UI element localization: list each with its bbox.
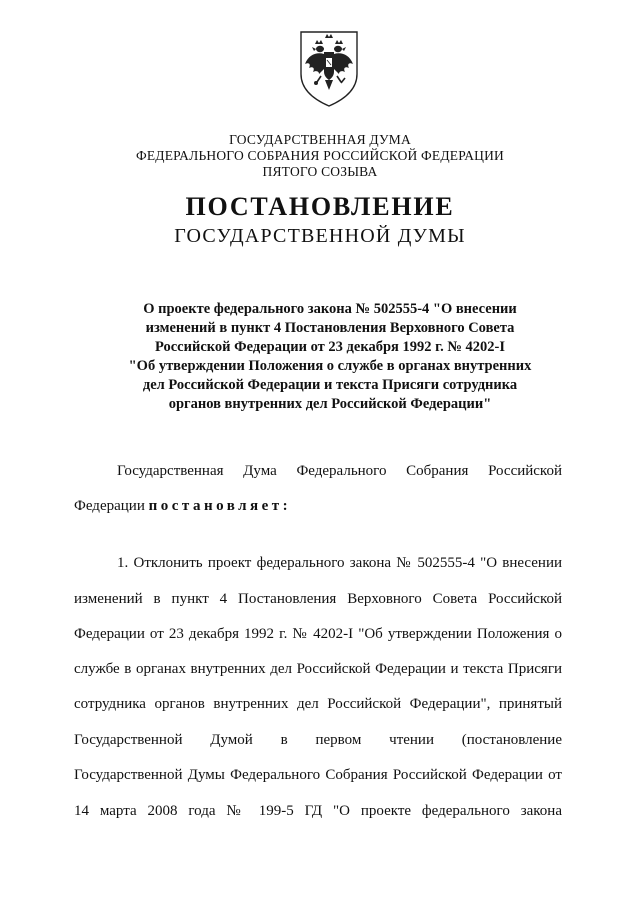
document-type-title: ПОСТАНОВЛЕНИЕ [185, 192, 455, 221]
paragraph-line: Государственной Думой в первом чтении (постановление [74, 732, 562, 748]
resolves-verb: постановляет: [148, 498, 292, 514]
header-line-1: ГОСУДАРСТВЕННАЯ ДУМА [229, 132, 411, 147]
preamble-line-2 [74, 498, 562, 515]
subject-line: Российской Федерации от 23 декабря 1992 г. № 4202-I [155, 339, 505, 355]
header-line-3: ПЯТОГО СОЗЫВА [262, 164, 378, 179]
subject-line: органов внутренних дел Российской Федерации" [168, 396, 492, 412]
subject-line: "Об утверждении Положения о службе в органах внутренних [128, 358, 532, 374]
paragraph-line: изменений в пункт 4 Постановления Верховного Совета Российской [74, 591, 562, 607]
header-line-2: ФЕДЕРАЛЬНОГО СОБРАНИЯ РОССИЙСКОЙ ФЕДЕРАЦИИ [136, 148, 504, 163]
preamble-line-1: Государственная Дума Федерального Собрания Российской [117, 463, 562, 479]
paragraph-line: 1. Отклонить проект федерального закона № 502555-4 "О внесении [117, 555, 562, 571]
russian-coat-of-arms-icon [297, 28, 361, 108]
paragraph-line: Государственной Думы Федерального Собрания Российской Федерации от [74, 767, 562, 783]
document-issuer-title: ГОСУДАРСТВЕННОЙ ДУМЫ [174, 225, 466, 247]
subject-line: О проекте федерального закона № 502555-4 "О внесении [143, 301, 517, 317]
paragraph-line: службе в органах внутренних дел Российской Федерации и текста Присяги [74, 661, 562, 677]
paragraph-line: 14 марта 2008 года № 199-5 ГД "О проекте федерального закона [74, 803, 562, 819]
paragraph-line: сотрудника органов внутренних дел Российской Федерации", принятый [74, 696, 562, 712]
preamble-text: Федерации [74, 498, 149, 514]
subject-line: изменений в пункт 4 Постановления Верховного Совета [145, 320, 515, 336]
paragraph-line: Федерации от 23 декабря 1992 г. № 4202-I "Об утверждении Положения о [74, 626, 562, 642]
subject-line: дел Российской Федерации и текста Присяги сотрудника [142, 377, 518, 393]
